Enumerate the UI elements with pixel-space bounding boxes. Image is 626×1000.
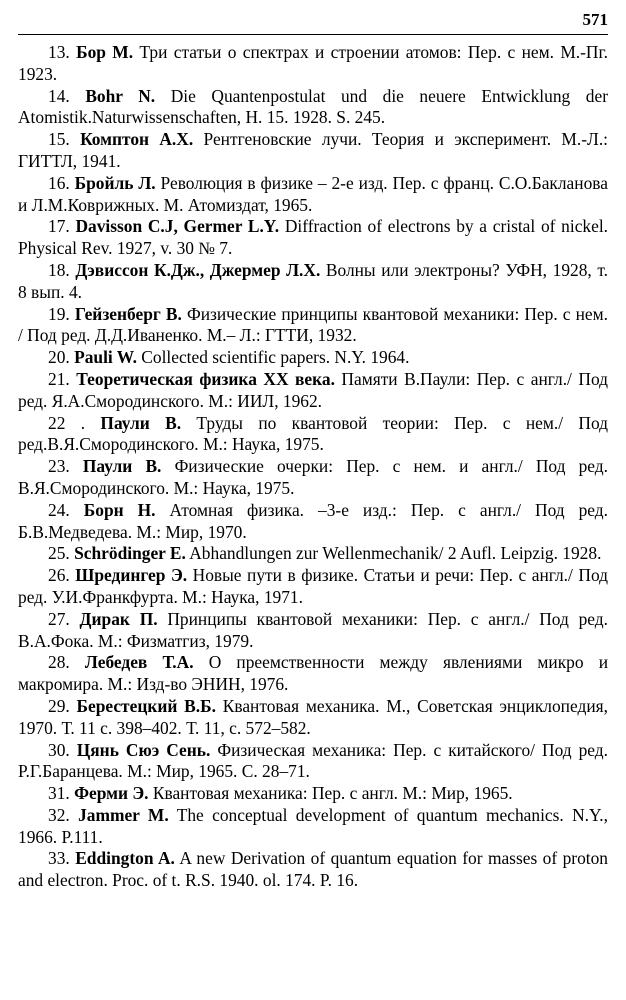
reference-author: Eddington A.: [75, 848, 175, 869]
reference-author: Бройль Л.: [74, 172, 156, 193]
reference-entry: [18, 216, 608, 260]
reference-text: Diffraction of electrons by a cristal of nickel. Physical Rev. 1927, v. 30 № 7.: [18, 216, 609, 259]
reference-number: 31.: [48, 783, 75, 804]
reference-text: Атомная физика. –3-е изд.: Пер. с англ./ Под ред. Б.В.Медведева. М.: Мир, 1970.: [18, 499, 608, 542]
reference-author: Шредингер Э.: [75, 565, 188, 586]
page-header: [18, 4, 608, 35]
reference-number: 23.: [48, 456, 83, 477]
reference-entry: [18, 347, 608, 369]
reference-entry: [18, 543, 608, 565]
reference-entry: [18, 805, 608, 849]
reference-number: 26.: [48, 565, 76, 586]
reference-text: Три статьи о спектрах и строении атомов: Пер. с нем. М.-Пг. 1923.: [18, 42, 608, 84]
reference-author: Ферми Э.: [74, 783, 149, 804]
page-number: 571: [582, 10, 608, 29]
reference-entry: [18, 848, 608, 892]
reference-entry: [18, 129, 608, 173]
reference-author: Паули В.: [82, 456, 162, 477]
reference-entry: [18, 413, 608, 457]
reference-number: 13.: [48, 42, 77, 62]
reference-author: Паули В.: [100, 412, 182, 433]
reference-entry: [18, 42, 608, 86]
reference-number: 17.: [48, 216, 76, 237]
reference-entry: [18, 456, 608, 500]
reference-text: Die Quantenpostulat und die neuere Entwicklung der Atomistik.Naturwissenschaften, H. 15. 1928. S. 245.: [18, 85, 608, 128]
reference-entry: [18, 86, 608, 130]
reference-text: Физические очерки: Пер. с нем. и англ./ Под ред. В.Я.Смородинского. М.: Наука, 1975.: [18, 456, 608, 498]
reference-text: Принципы квантовой механики: Пер. с англ./ Под ред. В.А.Фока. М.: Физматгиз, 1979.: [18, 608, 608, 651]
reference-text: Волны или электроны? УФН, 1928, т. 8 вып. 4.: [18, 259, 608, 302]
reference-author: Schrödinger E.: [74, 543, 186, 564]
reference-number: 32.: [48, 804, 79, 825]
reference-entry: [18, 696, 608, 740]
reference-entry: [18, 783, 608, 805]
reference-number: 28.: [48, 652, 85, 673]
reference-number: 21.: [48, 368, 77, 389]
reference-text: О преемственности между явлениями микро и макромира. М.: Изд-во ЭНИН, 1976.: [18, 652, 608, 695]
reference-author: Лебедев Т.А.: [84, 652, 194, 673]
reference-text: The conceptual development of quantum mechanics. N.Y., 1966. P.111.: [18, 804, 608, 847]
reference-number: 16.: [48, 172, 75, 193]
reference-author: Теоретическая физика XX века.: [76, 368, 335, 389]
reference-number: 18.: [48, 259, 76, 280]
reference-text: Труды по квантовой теории: Пер. с нем./ Под ред.В.Я.Смородинского. М.: Наука, 1975.: [18, 412, 608, 455]
reference-text: Collected scientific papers. N.Y. 1964.: [136, 347, 410, 368]
reference-number: 14.: [48, 85, 86, 106]
reference-entry: [18, 369, 608, 413]
reference-number: 29.: [48, 695, 77, 716]
reference-entry: [18, 260, 608, 304]
reference-number: 15.: [48, 129, 81, 150]
reference-author: Цянь Сюэ Сень.: [76, 739, 211, 760]
reference-author: Гейзенберг В.: [74, 303, 182, 324]
reference-entry: [18, 740, 608, 784]
reference-entry: [18, 173, 608, 217]
reference-text: Квантовая механика: Пер. с англ. М.: Мир, 1965.: [148, 783, 513, 804]
reference-entry: [18, 304, 608, 348]
reference-text: Физическая механика: Пер. с китайского/ Под ред. Р.Г.Баранцева. М.: Мир, 1965. С. 28–71.: [18, 739, 608, 782]
reference-text: Революция в физике – 2-е изд. Пер. с франц. С.О.Бакланова и Л.М.Коврижных. М. Атомиздат, 1965.: [18, 172, 608, 215]
reference-text: Новые пути в физике. Статьи и речи: Пер. с англ./ Под ред. У.И.Франкфурта. М.: Наука, 1971.: [18, 565, 608, 607]
reference-text: Физические принципы квантовой механики: Пер. с нем. / Под ред. Д.Д.Иваненко. М.– Л.: ГТТИ, 1932.: [18, 303, 608, 346]
reference-text: A new Derivation of quantum equation for masses of proton and electron. Proc. of t. R.S. 1940. ol. 174. P. 16.: [18, 848, 608, 891]
reference-author: Бор М.: [76, 42, 134, 62]
reference-text: Рентгеновские лучи. Теория и эксперимент. М.-Л.: ГИТТЛ, 1941.: [18, 129, 609, 171]
reference-text: Памяти В.Паули: Пер. с англ./ Под ред. Я.А.Смородинского. М.: ИИЛ, 1962.: [18, 368, 608, 411]
reference-list: [18, 42, 608, 892]
reference-author: Jammer M.: [78, 804, 169, 825]
reference-number: 27.: [48, 608, 80, 629]
reference-author: Davisson C.J, Germer L.Y.: [75, 216, 280, 237]
reference-number: 33.: [48, 848, 76, 869]
reference-number: 30.: [48, 739, 77, 760]
reference-author: Дэвиссон К.Дж., Джермер Л.Х.: [75, 259, 321, 280]
reference-entry: [18, 652, 608, 696]
reference-author: Bohr N.: [85, 85, 156, 106]
reference-author: Берестецкий В.Б.: [76, 695, 216, 716]
reference-author: Комптон А.Х.: [80, 129, 194, 150]
reference-entry: [18, 500, 608, 544]
reference-text: Квантовая механика. М., Советская энциклопедия, 1970. Т. 11 с. 398–402. Т. 11, с. 572–582.: [18, 695, 608, 738]
reference-text: Abhandlungen zur Wellenmechanik/ 2 Aufl. Leipzig. 1928.: [185, 543, 602, 564]
reference-entry: [18, 565, 608, 609]
reference-author: Борн Н.: [83, 499, 156, 520]
reference-number: 19.: [48, 303, 75, 324]
reference-number: 24.: [48, 499, 84, 520]
reference-number: 20.: [48, 347, 75, 368]
reference-number: 25.: [48, 543, 75, 564]
reference-author: Дирак П.: [79, 608, 158, 629]
reference-number: 22 .: [48, 412, 101, 433]
reference-author: Pauli W.: [74, 347, 137, 368]
reference-entry: [18, 609, 608, 653]
